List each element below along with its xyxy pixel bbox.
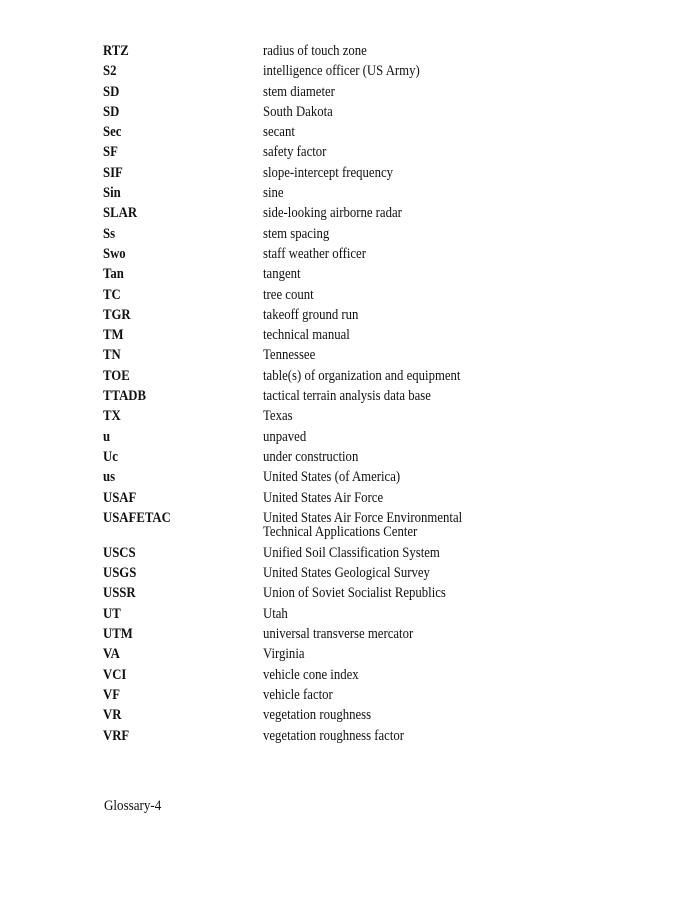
glossary-entry xyxy=(103,305,623,325)
glossary-term: USGS xyxy=(103,565,137,582)
glossary-definition: radius of touch zone xyxy=(263,43,367,59)
glossary-definition: unpaved xyxy=(263,428,307,445)
glossary-entry xyxy=(103,644,623,664)
glossary-definition: Tennessee xyxy=(263,347,316,364)
glossary-definition: safety factor xyxy=(263,144,327,161)
glossary-entry xyxy=(103,244,623,264)
glossary-term: VCI xyxy=(103,666,127,683)
glossary-term: VRF xyxy=(103,727,130,744)
page-number: Glossary-4 xyxy=(104,798,162,814)
glossary-term: USSR xyxy=(103,585,136,602)
glossary-term: S2 xyxy=(103,63,117,80)
glossary-definition: slope-intercept frequency xyxy=(263,164,394,181)
glossary-definition: universal transverse mercator xyxy=(263,626,414,643)
glossary-entry xyxy=(103,705,623,725)
glossary-definition: Union of Soviet Socialist Republics xyxy=(263,585,446,602)
glossary-definition: stem diameter xyxy=(263,83,335,100)
glossary-definition: staff weather officer xyxy=(263,245,366,262)
glossary-term: SF xyxy=(103,144,118,161)
glossary-entry xyxy=(103,488,623,508)
glossary-term: RTZ xyxy=(103,43,129,59)
glossary-definition: stem spacing xyxy=(263,225,330,242)
glossary-entry xyxy=(103,543,623,563)
glossary-entry xyxy=(103,624,623,644)
glossary-term: SD xyxy=(103,83,120,100)
glossary-definition: Unified Soil Classification System xyxy=(263,544,440,561)
glossary-term: TN xyxy=(103,347,121,364)
glossary-entry xyxy=(103,427,623,447)
glossary-term: UT xyxy=(103,605,121,622)
glossary-term: Uc xyxy=(103,448,118,465)
glossary-term: TM xyxy=(103,327,124,344)
glossary-entry xyxy=(103,285,623,305)
glossary-entry xyxy=(103,508,623,543)
glossary-term: VR xyxy=(103,707,122,724)
glossary-term: Ss xyxy=(103,225,116,242)
glossary-entry xyxy=(103,122,623,142)
glossary-term: Swo xyxy=(103,245,126,262)
glossary-entry xyxy=(103,583,623,603)
glossary-term: us xyxy=(103,469,116,486)
glossary-entry xyxy=(103,224,623,244)
glossary-definition: United States Air Force xyxy=(263,489,384,506)
glossary-term: u xyxy=(103,428,111,445)
glossary-definition: technical manual xyxy=(263,327,350,344)
glossary-definition: table(s) of organization and equipment xyxy=(263,367,461,384)
glossary-term: USAFETAC xyxy=(103,509,171,526)
glossary-term: VA xyxy=(103,646,120,663)
glossary-definition: tactical terrain analysis data base xyxy=(263,388,431,405)
glossary-definition: takeoff ground run xyxy=(263,306,359,323)
glossary-term: USCS xyxy=(103,544,136,561)
glossary-term: TGR xyxy=(103,306,131,323)
glossary-definition: intelligence officer (US Army) xyxy=(263,63,420,80)
glossary-entry xyxy=(103,604,623,624)
glossary-term: Sec xyxy=(103,124,122,141)
glossary-term: TOE xyxy=(103,367,130,384)
glossary-definition: vegetation roughness xyxy=(263,707,372,724)
glossary-entry xyxy=(103,345,623,365)
glossary-term: TC xyxy=(103,286,121,303)
glossary-entry xyxy=(103,665,623,685)
glossary-entry xyxy=(103,726,623,746)
glossary-definition: vehicle cone index xyxy=(263,666,359,683)
glossary-entry xyxy=(103,61,623,81)
glossary-list xyxy=(103,41,623,746)
glossary-term: USAF xyxy=(103,489,137,506)
glossary-entry xyxy=(103,163,623,183)
glossary-definition: under construction xyxy=(263,448,359,465)
glossary-entry xyxy=(103,366,623,386)
glossary-definition: United States Geological Survey xyxy=(263,565,430,582)
glossary-entry xyxy=(103,82,623,102)
glossary-term: VF xyxy=(103,686,121,703)
glossary-term: TX xyxy=(103,408,121,425)
glossary-definition: Utah xyxy=(263,605,288,622)
glossary-entry xyxy=(103,406,623,426)
glossary-entry xyxy=(103,264,623,284)
glossary-term: Tan xyxy=(103,266,124,283)
glossary-definition: secant xyxy=(263,124,295,141)
glossary-entry xyxy=(103,563,623,583)
glossary-term: SIF xyxy=(103,164,123,181)
glossary-entry xyxy=(103,685,623,705)
glossary-definition: United States (of America) xyxy=(263,469,401,486)
glossary-definition: United States Air Force Environmental Technical Applications Center xyxy=(263,509,463,540)
glossary-entry xyxy=(103,325,623,345)
glossary-entry xyxy=(103,41,623,61)
glossary-definition: South Dakota xyxy=(263,103,333,120)
glossary-entry xyxy=(103,467,623,487)
glossary-term: TTADB xyxy=(103,388,147,405)
glossary-definition: Texas xyxy=(263,408,293,425)
glossary-definition: vehicle factor xyxy=(263,686,333,703)
glossary-term: SLAR xyxy=(103,205,138,222)
glossary-definition: tangent xyxy=(263,266,301,283)
glossary-entry xyxy=(103,447,623,467)
glossary-entry xyxy=(103,386,623,406)
glossary-definition: side-looking airborne radar xyxy=(263,205,402,222)
glossary-entry xyxy=(103,203,623,223)
glossary-definition: vegetation roughness factor xyxy=(263,727,405,744)
glossary-entry xyxy=(103,142,623,162)
glossary-entry xyxy=(103,102,623,122)
glossary-term: Sin xyxy=(103,185,121,202)
glossary-term: SD xyxy=(103,103,120,120)
glossary-definition: Virginia xyxy=(263,646,305,663)
glossary-entry xyxy=(103,183,623,203)
glossary-definition: sine xyxy=(263,185,284,202)
glossary-definition: tree count xyxy=(263,286,314,303)
glossary-term: UTM xyxy=(103,626,133,643)
